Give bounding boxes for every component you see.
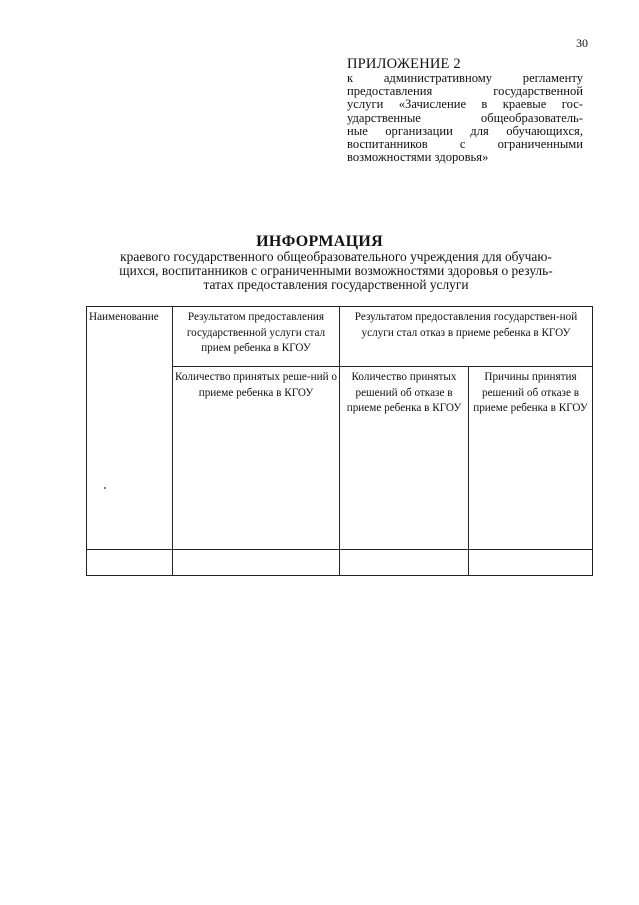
subheader-accepted-count: Количество принятых реше-ний о приеме ребенка в КГОУ	[173, 367, 340, 550]
report-table	[86, 306, 593, 576]
table-row	[87, 550, 593, 576]
header-refused: Результатом предоставления государствен-ной услуги стал отказ в приеме ребенка в КГОУ	[340, 307, 593, 367]
appendix-line: предоставления государственной	[347, 84, 583, 99]
header-accepted: Результатом предоставления государственной услуги стал прием ребенка в КГОУ	[173, 307, 340, 367]
subheader-refused-reasons: Причины принятия решений об отказе в приеме ребенка в КГОУ	[469, 367, 593, 550]
info-subtitle-line: татах предоставления государственной услуги	[203, 277, 469, 292]
appendix-line: ные организации для обучающихся,	[347, 123, 583, 138]
info-subtitle-line: щихся, воспитанников с ограниченными возможностями здоровья о резуль-	[119, 263, 553, 278]
table-cell	[173, 550, 340, 576]
info-title: ИНФОРМАЦИЯ	[256, 233, 383, 250]
table-cell	[340, 550, 469, 576]
appendix-line: ударственные общеобразователь-	[347, 110, 583, 125]
table-cell	[469, 550, 593, 576]
appendix-line: к административному регламенту	[347, 71, 583, 85]
appendix-line: воспитанников с ограниченными	[347, 137, 583, 152]
info-subtitle	[88, 250, 584, 292]
appendix-line: возможностями здоровья»	[347, 150, 489, 165]
scan-speck	[104, 487, 106, 489]
table-cell	[87, 550, 173, 576]
subheader-refused-count: Количество принятых решений об отказе в приеме ребенка в КГОУ	[340, 367, 469, 550]
appendix-block	[347, 56, 583, 164]
page-number: 30	[576, 36, 588, 50]
header-name: Наименование	[87, 307, 173, 550]
info-subtitle-line: краевого государственного общеобразовательного учреждения для обучаю-	[120, 249, 552, 264]
table-header-row	[87, 307, 593, 367]
appendix-line: услуги «Зачисление в краевые гос-	[347, 97, 583, 112]
appendix-title: ПРИЛОЖЕНИЕ 2	[347, 56, 461, 72]
